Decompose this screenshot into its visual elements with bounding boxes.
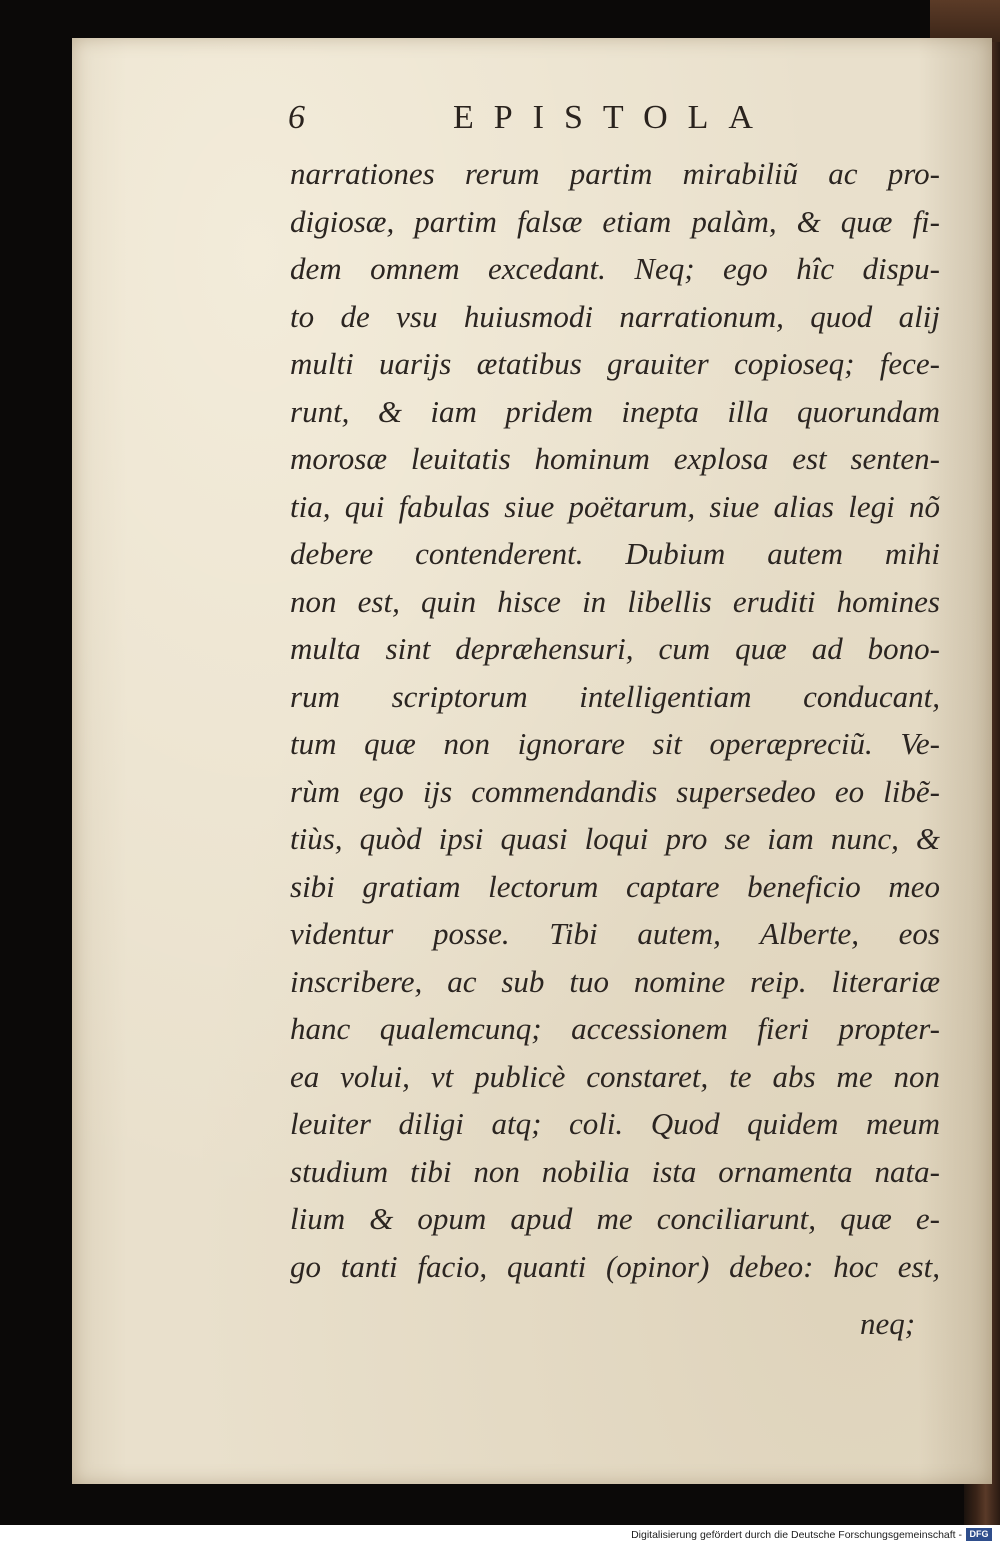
text-line: studium tibi non nobilia ista ornamenta nata- xyxy=(290,1153,940,1189)
text-line: rum scriptorum intelligentiam conducant, xyxy=(290,678,940,714)
page-text xyxy=(290,150,940,1290)
text-line: videntur posse. Tibi autem, Alberte, eos xyxy=(290,916,940,951)
text-line: tia, qui fabulas siue poëtarum, siue alias legi nõ xyxy=(290,488,940,524)
text-line: tiùs, quòd ipsi quasi loqui pro se iam nunc, & xyxy=(290,821,940,856)
text-line: non est, quin hisce in libellis eruditi homines xyxy=(290,583,940,619)
text-line: digiosæ, partim falsæ etiam palàm, & quæ fi- xyxy=(290,203,940,239)
text-line: leuiter diligi atq; coli. Quod quidem meum xyxy=(290,1106,940,1141)
text-line: sibi gratiam lectorum captare beneficio meo xyxy=(290,868,940,904)
text-line: to de vsu huiusmodi narrationum, quod alij xyxy=(290,298,940,334)
text-line: rùm ego ijs commendandis supersedeo eo libẽ- xyxy=(290,773,940,809)
text-line: lium & opum apud me conciliarunt, quæ e- xyxy=(290,1201,940,1236)
text-line: go tanti facio, quanti (opinor) debeo: hoc est, xyxy=(290,1248,940,1284)
text-line: debere contenderent. Dubium autem mihi xyxy=(290,536,940,571)
page-number: 6 xyxy=(288,99,305,136)
text-line: multa sint depræhensuri, cum quæ ad bono- xyxy=(290,631,940,666)
text-line: morosæ leuitatis hominum explosa est senten- xyxy=(290,441,940,476)
text-line: runt, & iam pridem inepta illa quorundam xyxy=(290,393,940,429)
catchword: neq; xyxy=(860,1306,916,1341)
running-head xyxy=(288,96,788,140)
digitization-credit-bar xyxy=(0,1525,1000,1545)
text-line: hanc qualemcunq; accessionem fieri propter- xyxy=(290,1011,940,1046)
credit-text: Digitalisierung gefördert durch die Deutsche Forschungsgemeinschaft - xyxy=(631,1529,962,1541)
text-line: inscribere, ac sub tuo nomine reip. literariæ xyxy=(290,963,940,999)
text-line: ea volui, vt publicè constaret, te abs me non xyxy=(290,1058,940,1094)
text-line: narrationes rerum partim mirabiliũ ac pro- xyxy=(290,156,940,191)
running-title: EPISTOLA xyxy=(453,99,773,136)
text-line: tum quæ non ignorare sit operæpreciũ. Ve- xyxy=(290,726,940,761)
text-line: multi uarijs ætatibus grauiter copioseq; fece- xyxy=(290,346,940,381)
dfg-logo: DFG xyxy=(966,1528,992,1541)
book-edge-top xyxy=(930,0,1000,42)
text-line: dem omnem excedant. Neq; ego hîc dispu- xyxy=(290,251,940,286)
